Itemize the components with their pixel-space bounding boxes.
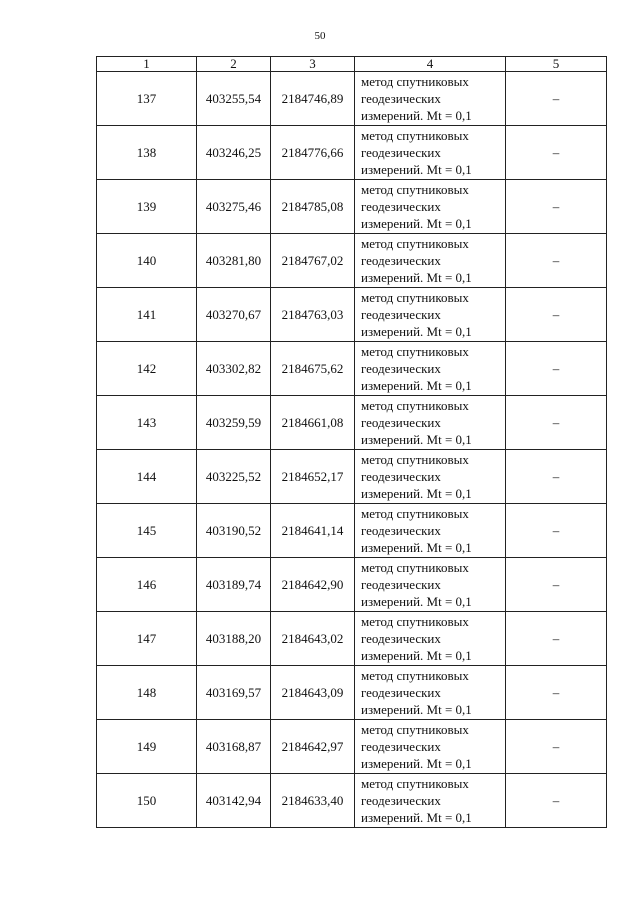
- method-text-line: метод спутниковых: [361, 398, 469, 413]
- point-number-cell: 148: [97, 666, 197, 720]
- note-cell: –: [506, 234, 607, 288]
- method-cell: [355, 720, 506, 774]
- method-cell: [355, 234, 506, 288]
- table-row: [97, 720, 607, 774]
- method-text-line: метод спутниковых: [361, 668, 469, 683]
- method-cell: [355, 288, 506, 342]
- method-text-line: геодезических: [361, 415, 441, 430]
- method-cell: [355, 342, 506, 396]
- y-coordinate-cell: 2184652,17: [271, 450, 355, 504]
- x-coordinate-cell: 403190,52: [197, 504, 271, 558]
- method-text-line: геодезических: [361, 361, 441, 376]
- table-header: [97, 57, 607, 72]
- x-coordinate-cell: 403302,82: [197, 342, 271, 396]
- table-row: [97, 612, 607, 666]
- point-number-cell: 149: [97, 720, 197, 774]
- x-coordinate-cell: 403189,74: [197, 558, 271, 612]
- x-coordinate-cell: 403255,54: [197, 72, 271, 126]
- header-col-4: 4: [355, 57, 506, 72]
- method-text-line: метод спутниковых: [361, 614, 469, 629]
- note-cell: –: [506, 342, 607, 396]
- x-coordinate-cell: 403142,94: [197, 774, 271, 828]
- note-cell: –: [506, 450, 607, 504]
- coordinates-table: [96, 56, 607, 828]
- y-coordinate-cell: 2184785,08: [271, 180, 355, 234]
- method-text-line: измерений. Mt = 0,1: [361, 486, 472, 501]
- header-col-3: 3: [271, 57, 355, 72]
- note-cell: –: [506, 288, 607, 342]
- method-text-line: измерений. Mt = 0,1: [361, 702, 472, 717]
- table-row: [97, 396, 607, 450]
- method-cell: [355, 450, 506, 504]
- point-number-cell: 146: [97, 558, 197, 612]
- table-row: [97, 558, 607, 612]
- point-number-cell: 139: [97, 180, 197, 234]
- x-coordinate-cell: 403270,67: [197, 288, 271, 342]
- method-text-line: геодезических: [361, 523, 441, 538]
- table-body: [97, 72, 607, 828]
- note-cell: –: [506, 666, 607, 720]
- method-text-line: геодезических: [361, 469, 441, 484]
- method-text-line: метод спутниковых: [361, 506, 469, 521]
- method-cell: [355, 612, 506, 666]
- method-cell: [355, 180, 506, 234]
- x-coordinate-cell: 403281,80: [197, 234, 271, 288]
- method-cell: [355, 558, 506, 612]
- note-cell: –: [506, 180, 607, 234]
- table-row: [97, 234, 607, 288]
- method-text-line: измерений. Mt = 0,1: [361, 810, 472, 825]
- method-cell: [355, 72, 506, 126]
- note-cell: –: [506, 612, 607, 666]
- method-text-line: геодезических: [361, 631, 441, 646]
- y-coordinate-cell: 2184633,40: [271, 774, 355, 828]
- table-row: [97, 666, 607, 720]
- x-coordinate-cell: 403168,87: [197, 720, 271, 774]
- note-cell: –: [506, 774, 607, 828]
- page-number: 50: [314, 30, 326, 42]
- point-number-cell: 140: [97, 234, 197, 288]
- table-row: [97, 288, 607, 342]
- y-coordinate-cell: 2184746,89: [271, 72, 355, 126]
- method-text-line: метод спутниковых: [361, 344, 469, 359]
- method-cell: [355, 666, 506, 720]
- method-text-line: геодезических: [361, 145, 441, 160]
- method-text-line: измерений. Mt = 0,1: [361, 108, 472, 123]
- point-number-cell: 150: [97, 774, 197, 828]
- x-coordinate-cell: 403259,59: [197, 396, 271, 450]
- method-text-line: геодезических: [361, 91, 441, 106]
- note-cell: –: [506, 396, 607, 450]
- method-cell: [355, 396, 506, 450]
- method-cell: [355, 504, 506, 558]
- method-text-line: геодезических: [361, 739, 441, 754]
- note-cell: –: [506, 126, 607, 180]
- y-coordinate-cell: 2184643,02: [271, 612, 355, 666]
- x-coordinate-cell: 403246,25: [197, 126, 271, 180]
- method-text-line: измерений. Mt = 0,1: [361, 270, 472, 285]
- method-text-line: метод спутниковых: [361, 722, 469, 737]
- point-number-cell: 145: [97, 504, 197, 558]
- header-col-5: 5: [506, 57, 607, 72]
- x-coordinate-cell: 403275,46: [197, 180, 271, 234]
- y-coordinate-cell: 2184642,97: [271, 720, 355, 774]
- note-cell: –: [506, 72, 607, 126]
- method-text-line: метод спутниковых: [361, 74, 469, 89]
- x-coordinate-cell: 403188,20: [197, 612, 271, 666]
- point-number-cell: 137: [97, 72, 197, 126]
- method-text-line: геодезических: [361, 577, 441, 592]
- method-text-line: метод спутниковых: [361, 128, 469, 143]
- y-coordinate-cell: 2184776,66: [271, 126, 355, 180]
- table-row: [97, 504, 607, 558]
- method-text-line: измерений. Mt = 0,1: [361, 162, 472, 177]
- table-row: [97, 342, 607, 396]
- point-number-cell: 141: [97, 288, 197, 342]
- note-cell: –: [506, 504, 607, 558]
- method-text-line: измерений. Mt = 0,1: [361, 648, 472, 663]
- header-row: [97, 57, 607, 72]
- point-number-cell: 147: [97, 612, 197, 666]
- method-text-line: метод спутниковых: [361, 776, 469, 791]
- method-text-line: измерений. Mt = 0,1: [361, 432, 472, 447]
- method-text-line: измерений. Mt = 0,1: [361, 756, 472, 771]
- method-text-line: метод спутниковых: [361, 452, 469, 467]
- point-number-cell: 138: [97, 126, 197, 180]
- x-coordinate-cell: 403169,57: [197, 666, 271, 720]
- y-coordinate-cell: 2184643,09: [271, 666, 355, 720]
- header-col-2: 2: [197, 57, 271, 72]
- y-coordinate-cell: 2184675,62: [271, 342, 355, 396]
- y-coordinate-cell: 2184767,02: [271, 234, 355, 288]
- point-number-cell: 142: [97, 342, 197, 396]
- method-text-line: метод спутниковых: [361, 290, 469, 305]
- method-cell: [355, 774, 506, 828]
- y-coordinate-cell: 2184641,14: [271, 504, 355, 558]
- note-cell: –: [506, 720, 607, 774]
- table-row: [97, 72, 607, 126]
- method-text-line: измерений. Mt = 0,1: [361, 594, 472, 609]
- table-row: [97, 450, 607, 504]
- y-coordinate-cell: 2184661,08: [271, 396, 355, 450]
- method-text-line: метод спутниковых: [361, 236, 469, 251]
- header-col-1: 1: [97, 57, 197, 72]
- y-coordinate-cell: 2184642,90: [271, 558, 355, 612]
- note-cell: –: [506, 558, 607, 612]
- method-text-line: измерений. Mt = 0,1: [361, 378, 472, 393]
- method-text-line: геодезических: [361, 253, 441, 268]
- method-text-line: измерений. Mt = 0,1: [361, 216, 472, 231]
- method-text-line: геодезических: [361, 307, 441, 322]
- method-text-line: геодезических: [361, 793, 441, 808]
- method-text-line: геодезических: [361, 685, 441, 700]
- y-coordinate-cell: 2184763,03: [271, 288, 355, 342]
- method-text-line: метод спутниковых: [361, 182, 469, 197]
- method-text-line: измерений. Mt = 0,1: [361, 324, 472, 339]
- table-row: [97, 774, 607, 828]
- x-coordinate-cell: 403225,52: [197, 450, 271, 504]
- table-row: [97, 180, 607, 234]
- point-number-cell: 143: [97, 396, 197, 450]
- table-row: [97, 126, 607, 180]
- method-text-line: измерений. Mt = 0,1: [361, 540, 472, 555]
- method-text-line: метод спутниковых: [361, 560, 469, 575]
- point-number-cell: 144: [97, 450, 197, 504]
- method-cell: [355, 126, 506, 180]
- method-text-line: геодезических: [361, 199, 441, 214]
